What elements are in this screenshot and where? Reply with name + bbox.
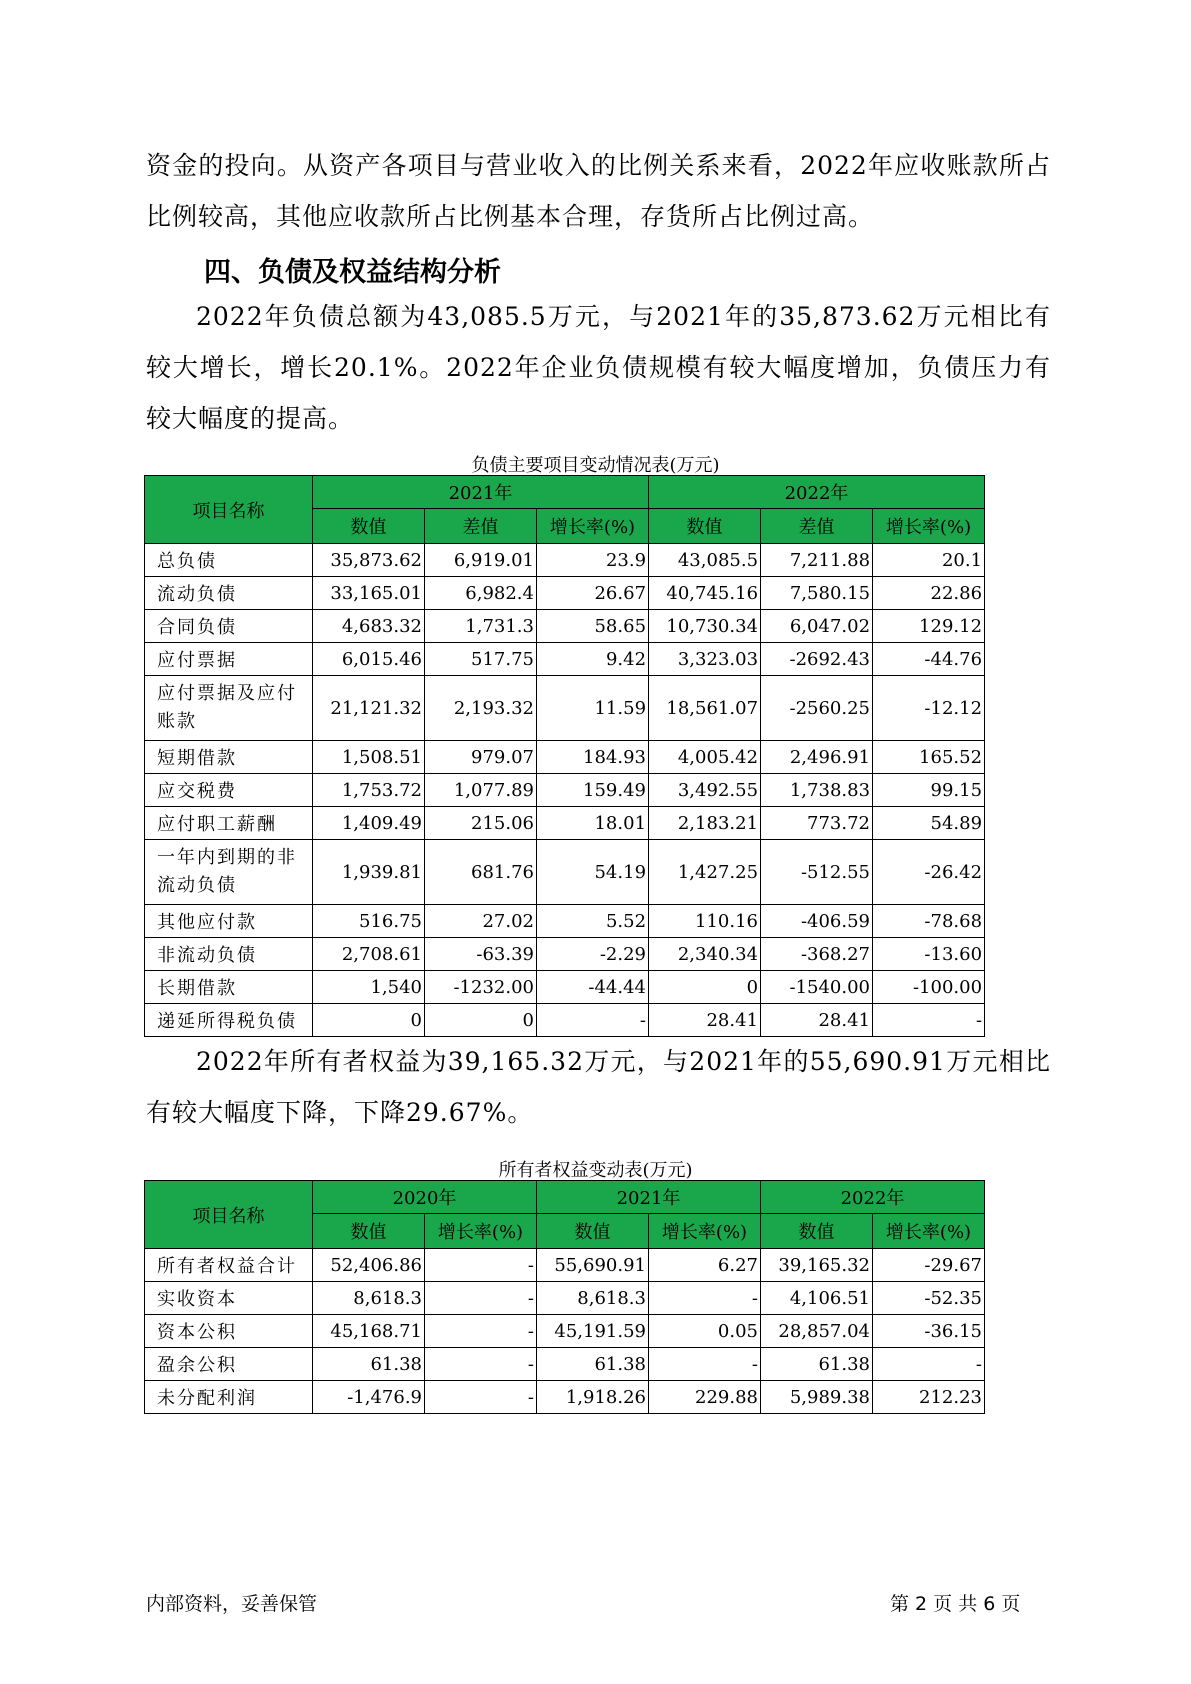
column-header: 增长率(%): [537, 509, 649, 544]
table-cell: 159.49: [537, 774, 649, 807]
table-cell: 6,015.46: [313, 643, 425, 676]
table-cell: 6.27: [649, 1249, 761, 1282]
table-cell: 1,427.25: [649, 840, 761, 905]
table-cell: 54.19: [537, 840, 649, 905]
footer-page-number: 第 2 页 共 6 页: [890, 1593, 1021, 1615]
table-cell: 2,708.61: [313, 938, 425, 971]
footer-confidential-note: 内部资料，妥善保管: [146, 1593, 318, 1615]
table-cell: 0: [313, 1004, 425, 1037]
table-row: [145, 971, 985, 1004]
row-label: 盈余公积: [145, 1348, 313, 1381]
section-heading: 四、负债及权益结构分析: [204, 257, 501, 288]
table-cell: -: [425, 1282, 537, 1315]
table-row: [145, 1381, 985, 1414]
name-column-header: 项目名称: [145, 476, 313, 544]
table-cell: 58.65: [537, 610, 649, 643]
table-cell: 54.89: [873, 807, 985, 840]
table-cell: -1232.00: [425, 971, 537, 1004]
column-header: 差值: [425, 509, 537, 544]
table-cell: 184.93: [537, 741, 649, 774]
table-cell: 26.67: [537, 577, 649, 610]
table-cell: 9.42: [537, 643, 649, 676]
table-cell: 165.52: [873, 741, 985, 774]
table-cell: -26.42: [873, 840, 985, 905]
row-label: 非流动负债: [145, 938, 313, 971]
table-cell: 5,989.38: [761, 1381, 873, 1414]
table-cell: -1,476.9: [313, 1381, 425, 1414]
table-cell: -63.39: [425, 938, 537, 971]
table-cell: -: [425, 1381, 537, 1414]
table-cell: 5.52: [537, 905, 649, 938]
table-cell: 212.23: [873, 1381, 985, 1414]
table-cell: -44.76: [873, 643, 985, 676]
table-cell: 28.41: [761, 1004, 873, 1037]
table-cell: 1,731.3: [425, 610, 537, 643]
year-header: 2022年: [649, 476, 985, 509]
table-cell: 1,918.26: [537, 1381, 649, 1414]
table-cell: 55,690.91: [537, 1249, 649, 1282]
table-cell: 18.01: [537, 807, 649, 840]
table-cell: 27.02: [425, 905, 537, 938]
table-cell: 979.07: [425, 741, 537, 774]
intro-paragraph: 资金的投向。从资产各项目与营业收入的比例关系来看，2022年应收账款所占比例较高，其他应收款所占比例基本合理，存货所占比例过高。: [146, 151, 1051, 231]
table-cell: -: [649, 1348, 761, 1381]
table-cell: 52,406.86: [313, 1249, 425, 1282]
table-cell: 6,982.4: [425, 577, 537, 610]
table-cell: 7,580.15: [761, 577, 873, 610]
liability-table: [144, 475, 985, 1037]
table-cell: 20.1: [873, 544, 985, 577]
year-header: 2021年: [537, 1181, 761, 1214]
table-cell: 28,857.04: [761, 1315, 873, 1348]
row-label: 流动负债: [145, 577, 313, 610]
table-cell: -29.67: [873, 1249, 985, 1282]
liability-paragraph: 2022年负债总额为43,085.5万元，与2021年的35,873.62万元相比有较大增长，增长20.1%。2022年企业负债规模有较大幅度增加，负债压力有较大幅度的提高。: [146, 302, 1051, 433]
table-cell: -: [873, 1348, 985, 1381]
table-cell: 0: [649, 971, 761, 1004]
row-label: 长期借款: [145, 971, 313, 1004]
table-cell: 517.75: [425, 643, 537, 676]
row-label: 实收资本: [145, 1282, 313, 1315]
year-header: 2022年: [761, 1181, 985, 1214]
table-cell: 22.86: [873, 577, 985, 610]
table-cell: -: [537, 1004, 649, 1037]
row-label: 应交税费: [145, 774, 313, 807]
row-label: 递延所得税负债: [145, 1004, 313, 1037]
table-cell: 4,005.42: [649, 741, 761, 774]
table-cell: 21,121.32: [313, 676, 425, 741]
table-cell: 43,085.5: [649, 544, 761, 577]
table-cell: -: [425, 1249, 537, 1282]
equity-table: [144, 1180, 985, 1414]
table-cell: 45,168.71: [313, 1315, 425, 1348]
table-cell: 18,561.07: [649, 676, 761, 741]
row-label: 应付票据: [145, 643, 313, 676]
table-cell: -2.29: [537, 938, 649, 971]
table-cell: 773.72: [761, 807, 873, 840]
row-label: 应付职工薪酬: [145, 807, 313, 840]
table-cell: 2,193.32: [425, 676, 537, 741]
name-column-header: 项目名称: [145, 1181, 313, 1249]
table-row: [145, 676, 985, 741]
column-header: 增长率(%): [425, 1214, 537, 1249]
table-cell: 1,077.89: [425, 774, 537, 807]
table-cell: 33,165.01: [313, 577, 425, 610]
table-cell: 215.06: [425, 807, 537, 840]
table-row: [145, 840, 985, 905]
row-label: 应付票据及应付账款: [145, 676, 313, 741]
year-header: 2020年: [313, 1181, 537, 1214]
liability-table-caption: 负债主要项目变动情况表(万元): [471, 455, 720, 476]
table-cell: 8,618.3: [313, 1282, 425, 1315]
table-row: [145, 741, 985, 774]
table-cell: -: [649, 1282, 761, 1315]
table-cell: 61.38: [761, 1348, 873, 1381]
table-cell: -100.00: [873, 971, 985, 1004]
table-row: [145, 1004, 985, 1037]
table-cell: 99.15: [873, 774, 985, 807]
column-header: 增长率(%): [873, 509, 985, 544]
table-cell: 45,191.59: [537, 1315, 649, 1348]
table-cell: 0.05: [649, 1315, 761, 1348]
table-cell: 39,165.32: [761, 1249, 873, 1282]
table-cell: 129.12: [873, 610, 985, 643]
row-label: 所有者权益合计: [145, 1249, 313, 1282]
row-label: 短期借款: [145, 741, 313, 774]
table-cell: 11.59: [537, 676, 649, 741]
table-cell: -44.44: [537, 971, 649, 1004]
table-cell: -12.12: [873, 676, 985, 741]
row-label: 其他应付款: [145, 905, 313, 938]
column-header: 差值: [761, 509, 873, 544]
column-header: 增长率(%): [873, 1214, 985, 1249]
equity-paragraph: 2022年所有者权益为39,165.32万元，与2021年的55,690.91万元相比有较大幅度下降，下降29.67%。: [146, 1047, 1051, 1127]
table-cell: 0: [425, 1004, 537, 1037]
table-cell: 61.38: [313, 1348, 425, 1381]
row-label: 未分配利润: [145, 1381, 313, 1414]
row-label: 合同负债: [145, 610, 313, 643]
table-cell: -: [425, 1315, 537, 1348]
table-cell: 4,683.32: [313, 610, 425, 643]
table-cell: 1,540: [313, 971, 425, 1004]
table-cell: -52.35: [873, 1282, 985, 1315]
table-cell: 1,738.83: [761, 774, 873, 807]
table-cell: 516.75: [313, 905, 425, 938]
table-cell: 28.41: [649, 1004, 761, 1037]
table-row: [145, 610, 985, 643]
table-row: [145, 774, 985, 807]
table-row: [145, 905, 985, 938]
table-cell: -1540.00: [761, 971, 873, 1004]
table-row: [145, 807, 985, 840]
table-cell: 1,409.49: [313, 807, 425, 840]
row-label: 总负债: [145, 544, 313, 577]
row-label: 资本公积: [145, 1315, 313, 1348]
equity-table-caption: 所有者权益变动表(万元): [498, 1160, 693, 1181]
table-cell: -2560.25: [761, 676, 873, 741]
column-header: 增长率(%): [649, 1214, 761, 1249]
table-cell: 2,183.21: [649, 807, 761, 840]
column-header: 数值: [537, 1214, 649, 1249]
table-row: [145, 577, 985, 610]
table-cell: 1,753.72: [313, 774, 425, 807]
table-cell: -512.55: [761, 840, 873, 905]
column-header: 数值: [313, 1214, 425, 1249]
table-cell: 110.16: [649, 905, 761, 938]
table-cell: 681.76: [425, 840, 537, 905]
column-header: 数值: [761, 1214, 873, 1249]
table-cell: 35,873.62: [313, 544, 425, 577]
table-cell: 6,047.02: [761, 610, 873, 643]
table-cell: -: [873, 1004, 985, 1037]
table-cell: 1,939.81: [313, 840, 425, 905]
table-row: [145, 1315, 985, 1348]
table-cell: -36.15: [873, 1315, 985, 1348]
table-cell: 229.88: [649, 1381, 761, 1414]
table-cell: 23.9: [537, 544, 649, 577]
table-cell: -: [425, 1348, 537, 1381]
row-label: 一年内到期的非流动负债: [145, 840, 313, 905]
table-row: [145, 1249, 985, 1282]
table-cell: -406.59: [761, 905, 873, 938]
table-cell: -13.60: [873, 938, 985, 971]
table-cell: 61.38: [537, 1348, 649, 1381]
table-cell: 4,106.51: [761, 1282, 873, 1315]
table-row: [145, 1348, 985, 1381]
table-row: [145, 938, 985, 971]
table-cell: 8,618.3: [537, 1282, 649, 1315]
table-cell: -2692.43: [761, 643, 873, 676]
table-cell: 6,919.01: [425, 544, 537, 577]
table-cell: 10,730.34: [649, 610, 761, 643]
table-row: [145, 1282, 985, 1315]
table-cell: 7,211.88: [761, 544, 873, 577]
table-cell: -78.68: [873, 905, 985, 938]
table-row: [145, 544, 985, 577]
year-header: 2021年: [313, 476, 649, 509]
table-cell: 40,745.16: [649, 577, 761, 610]
column-header: 数值: [649, 509, 761, 544]
table-cell: 3,323.03: [649, 643, 761, 676]
table-cell: 2,340.34: [649, 938, 761, 971]
table-cell: 3,492.55: [649, 774, 761, 807]
column-header: 数值: [313, 509, 425, 544]
table-cell: 1,508.51: [313, 741, 425, 774]
table-cell: 2,496.91: [761, 741, 873, 774]
table-row: [145, 643, 985, 676]
table-cell: -368.27: [761, 938, 873, 971]
